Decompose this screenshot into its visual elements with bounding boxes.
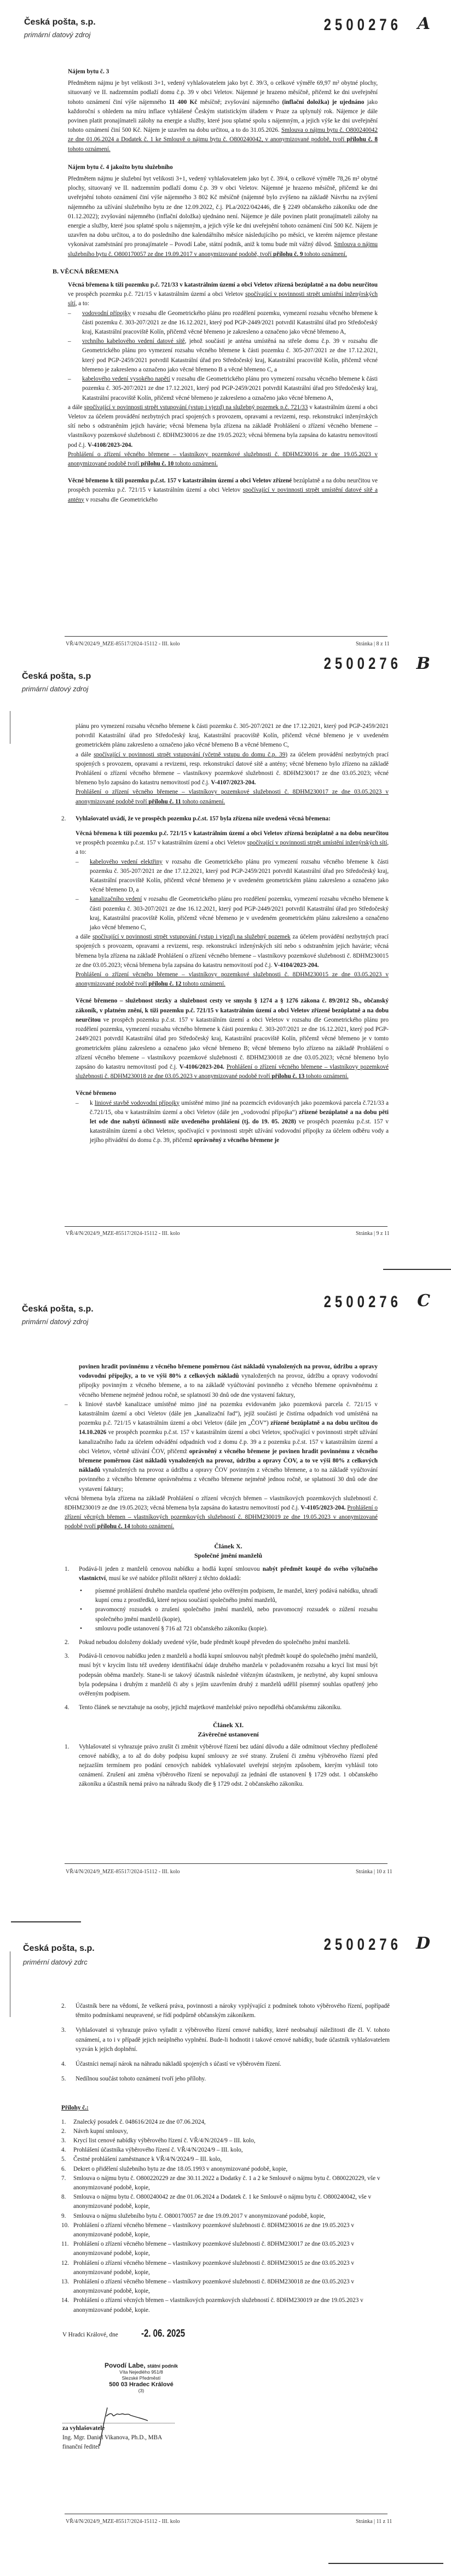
date-stamp: -2. 06. 2025 — [141, 2327, 186, 2340]
footer-page-number: Stránka | 9 z 11 — [356, 1231, 390, 1237]
page-1 — [0, 0, 451, 647]
numbered-item: 1. Vyhlašovatel si vyhrazuje právo zrušit či změnit výběrové řízení bez udání důvodu a dále odmítnout všechny předložené cenové nabídky, a to až do doby podpisu kupní smlouvy ze své strany. Zrušení či změnu výběrového řízení před nejzazším termínem pro podání cenových nabídek vyhlašovatel uveřejní stejným způsobem, kterým vyhlásil toto oznámení. Zrušení ani změna výběrového řízení se nepovažují za jednání dle ustanovení § 1729 odst. 1 občanského zákoníku a účastník nemá právo na náhradu škody dle § 1729 odst. 2 občanského zákoníku. — [65, 1743, 378, 1788]
footer-divider — [65, 636, 388, 637]
paragraph-vb-continued: plánu pro vymezení rozsahu věcného břemene k části pozemku č. 305-207/2021 ze dne 17.12.2021, který pod PGP-2459/2021 potvrdil Katastrální úřad pro Středočeský kraj, Katastrální pracoviště Kolín, přičemž věcné břemeno je v uvedeném geometrickém plánu zakresleno a označeno jako věcné břemeno B a věcné břemeno C, — [76, 723, 389, 749]
footer-divider — [65, 1226, 388, 1227]
numbered-item: 2. Pokud nebudou doloženy doklady uvedené výše, bude předmět koupě převeden do společného jmění manželů. — [65, 1639, 350, 1646]
page-letter: D — [415, 1934, 430, 1953]
annex-item: 2. Návrh kupní smlouvy, — [61, 2128, 128, 2135]
numbered-item: 4. Tento článek se nevztahuje na osoby, jejichž majetkové manželské právo nepodléhá občanskému zákoníku. — [65, 1704, 342, 1711]
dash-marker: – — [68, 376, 71, 383]
header-org: Česká pošta, s.p. — [22, 1304, 94, 1314]
paragraph-vb-access: a dále spočívající v povinnosti strpět vstupování (vstup i vjezd) na služebný pozemek p.č. 721/33 v katastrálním území a obci Veletov za účelem provádění nezbytných prací spojených s provozem, opravami a revizemi, resp. rekonstrukcí inženýrských sítí nebo s odstraněním jejich havárie; věcná břemena byla zřízena na základě Prohlášení o zřízení věcného břemene – vlastníkovy pozemkové služebnosti č. 8DHM230016 ze dne 19.05.2023; věcná břemena byla zapsána do katastru nemovitostí pod č.j. V-4108/2023-204. — [68, 404, 378, 448]
list-item: – k liniové stavbě vodovodní přípojky umístěné mimo jiné na pozemcích evidovaných jako pozemková parcela č.721/33 a č.721/15, oba v katastrálním území a obci Veletov (dále jen „vodovodní přípojka“) zřízené bezúplatně a na dobu pěti let ode dne nabytí účinnosti níže uvedeného prohlášení (tj. do 19. 05. 2028) ve prospěch pozemku p.č.st. 157 v katastrálním území a obci Veletov, spočívající v povinnosti strpět užívání vodovodní přípojky za účelem odběru vody a jejího přivádění do domu č.p. 39, přičemž oprávněný z věcného břemene je — [76, 1099, 389, 1144]
stamp-name: Povodí Labe, — [104, 2362, 146, 2369]
place-and-date — [62, 2327, 186, 2340]
page-letter: B — [416, 654, 430, 673]
header-subtitle: primérní datový zdrc — [23, 1958, 88, 1966]
annex-item: 12. Prohlášení o zřízení věcného břemene – vlastníkovy pozemkové služebnosti č. 8DHM230015 ze dne 03.05.2023 v anonymizované podobě, kopie, — [61, 2259, 354, 2276]
stamp-street: Víta Nejedlého 951/8 — [119, 2369, 163, 2375]
paragraph-annex-11: Prohlášení o zřízení věcného břemene – vlastníkovy pozemkové služebnosti č. 8DHM230017 ze dne 03.05.2023 v anonymizované podobě tvoří přílohu č. 11 tohoto oznámení. — [76, 789, 389, 805]
heading-byt-3: Nájem bytu č. 3 — [68, 68, 109, 75]
annex-item: 4. Prohlášení účastníka výběrového řízení č. VŘ/4/N/2024/9 – III. kolo, — [61, 2147, 243, 2154]
heading-vecne-bremeno: Věcné břemeno — [76, 1090, 117, 1097]
document-number: 2500276 — [323, 654, 402, 673]
annex-item: 5. Čestné prohlášení zaměstnance k VŘ/4/N/2024/9 – III. kolo, — [61, 2156, 222, 2163]
footer-divider — [65, 1863, 388, 1864]
article-x-subtitle: Společné jmění manželů — [194, 1551, 262, 1559]
list-item: – vrchního kabelového vedení datové sítě, jehož součástí je anténa umístěná na střeše domu č.p. 39 v rozsahu dle Geometrického plánu pro vymezení rozsahu věcného břemene k části pozemku č. 305-207/2021 ze dne 17.12.2021, který pod PGP-2459/2021 potvrdil Katastrální úřad pro Středočeský kraj, Katastrální pracoviště Kolín, přičemž věcné břemeno je zakresleno a označeno jako věcné břemeno B a věcné břemeno C, a — [68, 338, 378, 373]
header-org: Česká pošta, s.p. — [23, 1944, 95, 1953]
annex-item: 10. Prohlášení o zřízení věcného břemene – vlastníkovy pozemkové služebnosti č. 8DHM230016 ze dne 19.05.2023 v anonymizované podobě, kopie, — [61, 2222, 354, 2239]
stamp-district: Slezské Předměstí — [122, 2375, 161, 2381]
footer-reference: VŘ/4/N/2024/9_MZE-85517/2024-15112 - III. kolo — [66, 641, 180, 647]
annex-list — [61, 2118, 390, 2315]
numbered-item-2: 2. Vyhlašovatel uvádí, že ve prospěch pozemku p.č.st. 157 byla zřízena níže uvedená věcná břemena: — [61, 815, 331, 822]
list-item: – kabelového vedení elektřiny v rozsahu dle Geometrického plánu pro vymezení rozsahu věcného břemene k části pozemku č. 305-207/2021 ze dne 17.12.2021, který pod PGP-2459/2021 potvrdil Katastrální úřad pro Středočeský kraj, Katastrální pracoviště Kolín, přičemž věcné břemeno je v uvedeném geometrickém plánu zakresleno a označeno jako věcné břemeno D, a — [76, 858, 389, 894]
signer-name: Ing. Mgr. Daniel Vikanova, Ph.D., MBA — [62, 2434, 163, 2441]
annex-heading: Přílohy č.: — [61, 2105, 89, 2112]
page-3-body — [65, 1362, 378, 1790]
paragraph-annex-12: Prohlášení o zřízení věcného břemene – vlastníkovy pozemkové služebnosti č. 8DHM230015 ze dne 03.05.2023 v anonymizované podobě tvoří přílohu č. 12 tohoto oznámení. — [76, 971, 389, 988]
numbered-item: 3. Podává-li cenovou nabídku jeden z manželů a hodlá kupní smlouvou nabýt předmět koupě do společného jmění manželů, musí být v krycím listu též uvedeny identifikační údaje druhého manžela v požadovaném rozsahu a krycí list musí být podepsán oběma manžely. Stane-li se takový účastník následně vítězným účastníkem, je nezbytné, aby kupní smlouva byla podepsána i druhým z manželů či aby s jejím uzavřením druhý z manželů udělil písemný souhlas opatřený jeho ověřeným podpisem. — [65, 1653, 378, 1698]
document-number: 2500276 — [323, 1292, 402, 1312]
company-stamp — [97, 2362, 185, 2394]
page-4-body — [61, 2002, 390, 2315]
annex-item: 14. Prohlášení o zřízení věcných břemen – vlastníkových pozemkových služebností č. 8DHM230019 ze dne 19.05.2023 v anonymizované podobě, kopie. — [61, 2297, 363, 2313]
paragraph-byt-4: Předmětem nájmu je služební byt velikosti 3+1, vedený vyhlašovatelem jako byt č. 39/4, o celkové výměře 78,26 m² obytné plochy, situovaný ve II. nadzemním podlaží domu č.p. 39 v obci Veletov. Nájemné je hrazeno měsíčně, přičemž ke dni uveřejnění tohoto oznámení činí výše nájemného 3 802 Kč měsíčně (nájemné bylo zvýšeno na základě Návrhu na zvýšení nájemného za užívání služebního bytu ze dne 12.09.2022, č.j. PLa/2022/042446, dle § 2249 občanského zákoníku ode dne 01.12.2022); zvyšování nájemného (inflační doložka) ujednáno není. Nájemce je dále povinen platit pronajímateli zálohy na energie a služby, které jsou splatné spolu s nájemným, a jejich výše ke dni uveřejnění tohoto oznámení činí 500 Kč. Nájem je uzavřen na dobu určitou, a to do posledního dne kalendářního měsíce následujícího po měsíci, ve kterém nájemce přestane vykonávat zaměstnání pro pronajímatele – Povodí Labe, státní podnik, aniž k tomu bude mít vážný důvod. Smlouva o nájmu služebního bytu č. O800170057 ze dne 19.09.2017 v anonymizované podobě, tvoří přílohu č. 9 tohoto oznámení. — [68, 176, 378, 258]
footer-reference: VŘ/4/N/2024/9_MZE-85517/2024-15112 - III. kolo — [66, 1231, 180, 1237]
header-subtitle: primární datový zdroj — [22, 685, 89, 693]
header-org: Česká pošta, s.p — [22, 672, 91, 681]
numbered-item: 2. Účastník bere na vědomí, že veškerá práva, povinnosti a nároky vyplývající z podmínek tohoto výběrového řízení, popřípadě těmito podmínkami neupravené, se řídí podpůrně občanským zákoníkem. — [61, 2003, 390, 2019]
paragraph-annex-10: Prohlášení o zřízení věcného břemene – vlastníkovy pozemkové služebnosti č. 8DHM230016 ze dne 19.05.2023 v anonymizované podobě tvoří přílohu č. 10 tohoto oznámení. — [68, 451, 378, 467]
list-item-continued: povinen hradit povinnému z věcného břemene poměrnou část nákladů vynaložených na provoz, údržbu a opravy vodovodní přípojky, a to ve výši 80% z celkových nákladů vynaložených na provoz, údržbu a opravy vodovodní přípojky povinným z věcného břemene, a to na základě vyúčtování povinného z věcného břemene oprávněnému z věcného břemene nejméně jednou ročně, se splatností 30 dnů ode dne vystavení faktury, — [79, 1363, 378, 1398]
annex-item: 6. Dekret o přidělení služebního bytu ze dne 18.05.1993 v anonymizované podobě, kopie, — [61, 2165, 288, 2172]
header-subtitle: primární datový zdroj — [22, 1318, 89, 1326]
footer-reference: VŘ/4/N/2024/9_MZE-85517/2024-15112 - III. kolo — [66, 2519, 180, 2525]
bullet-item: • pravomocný rozsudek o zrušení společného jmění manželů, nebo pravomocný rozsudek o zúžení rozsahu společného jmění manželů (kopie), — [80, 1606, 378, 1623]
stamp-city: 500 03 Hradec Králové — [109, 2381, 174, 2388]
stamp-name-suffix: státní podnik — [147, 2363, 178, 2369]
paragraph-byt-3: Předmětem nájmu je byt velikosti 3+1, vedený vyhlašovatelem jako byt č. 39/3, o celkové výměře 69,97 m² obytné plochy, situovaný ve II. nadzemním podlaží domu č.p. 39 v obci Veletov. Nájemné je hrazeno měsíčně, přičemž ke dni uveřejnění tohoto oznámení činí výše nájemného 11 400 Kč měsíčně; zvyšování nájemného (inflační doložka) je ujednáno jako každoroční s ohledem na míru inflace vyhlášené Českým statistickým úřadem v Praze za uplynulý rok. Nájemce je dále povinen platit pronajímateli zálohy na energie a služby, které jsou splatné spolu s nájemným, a jejich výše ke dni uveřejnění tohoto oznámení činí 500 Kč. Nájem je uzavřen na dobu určitou, a to do 31.05.2026. Smlouva o nájmu bytu č. O800240042 ze dne 01.06.2024 a Dodatek č. 1 ke Smlouvě o nájmu bytu č. O800240042, v anonymizované podobě, tvoří přílohu č. 8 tohoto oznámení. — [68, 80, 378, 153]
paragraph-vb-8dhm230019: věcná břemena byla zřízena na základě Prohlášení o zřízení věcných břemen – vlastníkových pozemkových služebností č. 8DHM230019 ze dne 19.05.2023; věcná břemena byla zapsána do katastru nemovitostí pod č.j. V-4105/2023-204. Prohlášení o zřízení věcných břemen – vlastníkových pozemkových služebností č. 8DHM230019 ze dne 19.05.2023 v anonymizované podobě tvoří přílohu č. 14 tohoto oznámení. — [65, 1495, 378, 1530]
header-org: Česká pošta, s.p. — [24, 18, 96, 27]
annex-item: 1. Znalecký posudek č. 048616/2024 ze dne 07.06.2024, — [61, 2118, 206, 2125]
list-item: – kabelového vedení vysokého napětí v rozsahu dle Geometrického plánu pro vymezení rozsahu věcného břemene k části pozemku č. 305-207/2021 ze dne 17.12.2021, který pod PGP-2459/2021 potvrdil Katastrální úřad pro Středočeský kraj, Katastrální pracoviště Kolín, přičemž věcné břemeno je zakresleno a označeno jako věcné břemeno A, — [68, 376, 378, 401]
dash-marker: – — [68, 310, 71, 317]
article-xi-subtitle: Závěrečné ustanovení — [198, 1730, 259, 1738]
paragraph-vb-721-15: Věcná břemena k tíži pozemku p.č. 721/15 v katastrálním území a obci Veletov zřízená bezúplatně a na dobu neurčitou ve prospěch pozemku p.č.st. 157 v katastrálním území a obci Veletov spočívající v povinnosti strpět umístění inženýrských sítí, a to: — [76, 830, 389, 856]
scan-mark — [383, 1269, 451, 1270]
header-subtitle: primární datový zdroj — [24, 31, 91, 39]
footer-reference: VŘ/4/N/2024/9_MZE-85517/2024-15112 - III. kolo — [66, 1869, 180, 1875]
numbered-item: 3. Vyhlašovatel si vyhrazuje právo vyřadit z výběrového řízení cenové nabídky, které neobsahují náležitosti dle čl. V. tohoto oznámení, a to i v případě jejich neúplného vyplnění. Bude-li hodnotit i takové cenové nabídky, bude účastník vyhlašovatelem vyzván k jejich doplnění. — [61, 2027, 390, 2053]
section-b-heading: B. VĚCNÁ BŘEMENA — [53, 267, 119, 275]
paragraph-vb-stezka: Věcné břemeno – služebnost stezky a služebnost cesty ve smyslu § 1274 a § 1276 zákona č. 89/2012 Sb., občanský zákoník, v platném znění, k tíži pozemku p.č. 721/15 v katastrálním území a obci Veletov zřízené bezúplatně a na dobu neurčitou ve prospěch pozemku p.č.st. 157 v katastrálním území a obci Veletov v rozsahu dle Geometrického plánu pro rozdělení pozemku, vymezení rozsahu věcného břemene k části pozemku č. 303-207/2021 ze dne 16.12.2021, který pod PGP-2449/2021 potvrdil Katastrální úřad pro Středočeský kraj, Katastrální pracoviště Kolín, přičemž věcné břemeno je v tomto geometrickém plánu zakresleno a označeno jako věcné břemeno B; věcné břemeno bylo zřízeno na základě Prohlášení o zřízení věcného břemene – vlastníkovy pozemkové služebnosti č. 8DHM230018 ze dne 03.05.2023; věcné břemeno bylo zapsáno do katastru nemovitostí pod č.j. V-4106/2023-204. Prohlášení o zřízení věcného břemene – vlastníkovy pozemkové služebnosti č. 8DHM230018 ze dne 03.05.2023 v anonymizované podobě tvoří přílohu č. 13 tohoto oznámení. — [76, 998, 389, 1080]
document-number: 2500276 — [323, 15, 402, 34]
page-1-body — [53, 67, 378, 505]
article-x-title: Článek X. — [214, 1542, 242, 1550]
list-item: – k liniové stavbě kanalizace umístěné mimo jiné na pozemku evidovaném jako pozemková parcela č. 721/15 v katastrálním území a obci Veletov (dále jen „kanalizační řad“), jejíž součástí je čistírna odpadních vod umístěná na pozemku p.č. 721/15 v katastrálním území a obci Veletov (dále jen „ČOV“) zřízené bezúplatně a na dobu určitou do 14.10.2026 ve prospěch pozemku p.č.st. 157 v katastrálním území a obci Veletov, spočívající v povinnosti strpět užívání kanalizačního řadu za účelem odvádění odpadních vod z domu č.p. 39 a z pozemku p.č.st. 157 v katastrálním území a obci Veletov, včetně užívání ČOV, přičemž oprávněný z věcného břemene je povinen hradit povinnému z věcného břemene poměrnou část nákladů vynaložených na provoz, údržbu a opravy ČOV, a to ve výši 80% z celkových nákladů vynaložených na provoz a údržbu a opravy ČOV povinným z věcného břemene, a to na základě vyúčtování povinného z věcného břemene oprávněnému z věcného břemene nejméně jednou ročně, se splatností 30 dnů ode dne vystavení faktury; — [65, 1401, 378, 1493]
footer-page-number: Stránka | 8 z 11 — [356, 641, 390, 647]
heading-byt-4: Nájem bytu č. 4 jakožto bytu služebního — [68, 164, 173, 171]
list-item: – vodovodní přípojky v rozsahu dle Geometrického plánu pro rozdělení pozemku, vymezení rozsahu věcného břemene k části pozemku č. 303-207/2021 ze dne 16.12.2021, který pod PGP-2449/2021 potvrdil Katastrální úřad pro Středočeský kraj, Katastrální pracoviště Kolín, přičemž věcné břemeno je zakresleno a označeno jako věcné břemeno A, — [68, 310, 378, 336]
bullet-item: • písemné prohlášení druhého manžela opatřené jeho ověřeným podpisem, že manžel, který podává nabídku, uhradí kupní cenu z prostředků, které nejsou součástí společného jmění manželů, — [80, 1588, 378, 1604]
document-number: 2500276 — [323, 1935, 402, 1954]
bullet-item: • smlouvu podle ustanovení § 716 až 721 občanského zákoníku (kopie). — [80, 1625, 268, 1632]
annex-item: 9. Smlouva o nájmu služebního bytu č. O800170057 ze dne 19.09.2017 v anonymizované podobě, kopie, — [61, 2212, 326, 2219]
article-xi-title: Článek XI. — [212, 1721, 244, 1729]
page-3 — [0, 1283, 451, 1898]
paragraph-vb-721-33: Věcná břemena k tíži pozemku p.č. 721/33 v katastrálním území a obci Veletov zřízená bezúplatně a na dobu neurčitou ve prospěch pozemku p.č. 721/15 v katastrálním území a obci Veletov spočívající v povinnosti strpět umístění inženýrských sítí, a to: — [68, 282, 378, 307]
dash-marker: – — [68, 338, 71, 345]
numbered-item: 4. Účastníci nemají nárok na náhradu nákladů spojených s účastí ve výběrovém řízení. — [61, 2061, 281, 2068]
footer-page-number: Stránka | 10 z 11 — [356, 1869, 392, 1875]
scan-mark — [11, 1921, 81, 1922]
annex-item: 8. Smlouva o nájmu bytu č. O800240042 ze dne 01.06.2024 a Dodatek č. 1 ke Smlouvě o nájmu bytu č. O800240042, vše v anonymizované podobě, kopie, — [61, 2194, 372, 2210]
page-4 — [0, 1903, 451, 2576]
paragraph-vb-access-2: a dále spočívající v povinnosti strpět vstupování (vstup i vjezd) na služebný pozemek za účelem provádění nezbytných prací spojených s provozem, opravami a revizemi, resp. rekonstrukcí inženýrských sítí nebo s odstraněním jejich havárie; věcná břemena byla zřízena na základě Prohlášení o zřízení věcného břemene – vlastníkovy pozemkové služebnosti č. 8DHM230015 ze dne 03.05.2023; věcná břemena byla zapsána do katastru nemovitostí pod č.j. V-4104/2023-204. — [76, 934, 389, 969]
page-letter: C — [417, 1291, 430, 1310]
page-2 — [0, 651, 451, 1280]
paragraph-vb-access: a dále spočívající v povinnosti strpět vstupování (včetně vstupu do domu č.p. 39) za účelem provádění nezbytných prací spojených s provozem, opravami a revizemi, resp. rekonstrukcí datové sítě a antény; věcné břemeno bylo zřízeno na základě Prohlášení o zřízení věcného břemene – vlastníkovy pozemkové služebnosti č. 8DHM230017 ze dne 03.05.2023; věcné břemeno bylo zapsáno do katastru nemovitostí pod č.j. V-4107/2023-204. — [76, 751, 389, 786]
numbered-item: 5. Nedílnou součást tohoto oznámení tvoří jeho přílohy. — [61, 2076, 206, 2083]
stamp-code: (3) — [138, 2388, 144, 2393]
annex-item: 3. Krycí list cenové nabídky výběrového řízení č. VŘ/4/N/2024/9 – III. kolo, — [61, 2137, 256, 2144]
paragraph-vb-157: Věcné břemeno k tíži pozemku p.č.st. 157 v katastrálním území a obci Veletov zřízené bezúplatně a na dobu neurčitou ve prospěch pozemku p.č. 721/15 v katastrálním území a obci Veletov spočívající v povinnosti strpět umístění datové sítě a antény v rozsahu dle Geometrického — [68, 477, 378, 503]
list-item: – kanalizačního vedení v rozsahu dle Geometrického plánu pro rozdělení pozemku, vymezení rozsahu věcného břemene k části pozemku č. 303-207/2021 ze dne 16.12.2021, který pod PGP-2449/2021 potvrdil Katastrální úřad pro Středočeský kraj, Katastrální pracoviště Kolín, přičemž věcné břemeno je v uvedeném geometrickém plánu zakresleno a označeno jako věcné břemeno C, — [76, 896, 389, 931]
page-letter: A — [417, 14, 430, 33]
footer-page-number: Stránka | 11 z 11 — [356, 2519, 392, 2525]
annex-item: 13. Prohlášení o zřízení věcného břemene – vlastníkovy pozemkové služebnosti č. 8DHM230018 ze dne 03.05.2023 v anonymizované podobě, kopie, — [61, 2278, 354, 2295]
place-label: V Hradci Králové, dne — [62, 2332, 118, 2338]
page-2-body — [61, 722, 389, 1146]
numbered-item: 1. Podává-li jeden z manželů cenovou nabídku a hodlá kupní smlouvou nabýt předmět koupě do svého výlučného vlastnictví, musí ke své nabídce přiložit některý z těchto dokladů: — [65, 1565, 378, 1582]
annex-item: 7. Smlouva o nájmu bytu č. O800220229 ze dne 30.11.2022 a Dodatky č. 1 a 2 ke Smlouvě o nájmu bytu č. O800220229, vše v anonymizované podobě, kopie, — [61, 2175, 380, 2192]
signer-title: finanční ředitel — [62, 2444, 100, 2450]
scan-mark — [328, 2563, 443, 2564]
signer-role: za vyhlašovatele — [62, 2425, 105, 2432]
annex-item: 11. Prohlášení o zřízení věcného břemene – vlastníkovy pozemkové služebnosti č. 8DHM230017 ze dne 03.05.2023 v anonymizované podobě, kopie, — [61, 2241, 354, 2257]
